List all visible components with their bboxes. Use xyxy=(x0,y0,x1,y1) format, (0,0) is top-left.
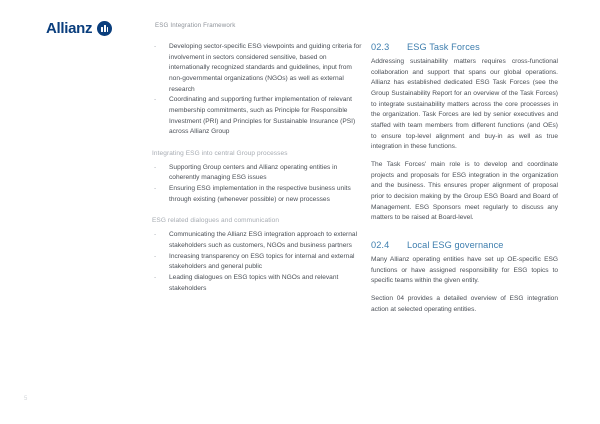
allianz-circle-logo-icon xyxy=(97,21,112,36)
allianz-logo xyxy=(46,21,112,36)
list-item-text: Communicating the Allianz ESG integration approach to external stakeholders such as customers, NGOs and business partners xyxy=(169,231,358,249)
section-title: Local ESG governance xyxy=(407,240,504,251)
allianz-wordmark: Allianz xyxy=(46,20,93,37)
section-local-esg-governance xyxy=(371,240,558,315)
left-content-column xyxy=(152,42,364,294)
section-number: 02.4 xyxy=(371,240,390,251)
list-item xyxy=(152,230,364,251)
subheading-integrating-esg: Integrating ESG into central Group processes xyxy=(152,150,288,158)
list-item-text: Ensuring ESG implementation in the respective business units through existing (whenever possible) or new processes xyxy=(169,185,351,203)
bullet-dash-icon: - xyxy=(154,96,157,104)
list-item xyxy=(152,184,364,205)
list-item-text: Coordinating and supporting further implementation of relevant membership commitments, such as Principle for Responsible Investment (PRI) and Principles for Sustainable Insurance (PSI) across Allianz Group xyxy=(169,96,356,136)
bullet-list-esg-dialogues xyxy=(152,230,364,294)
paragraph: Many Allianz operating entities have set up OE-specific ESG functions or have assigned responsibility for ESG topics to specific teams within the given entity. xyxy=(371,256,558,285)
list-item xyxy=(152,95,364,138)
section-heading xyxy=(371,240,558,250)
bullet-dash-icon: - xyxy=(154,163,157,171)
list-item-text: Leading dialogues on ESG topics with NGOs and relevant stakeholders xyxy=(169,273,339,292)
section-esg-task-forces xyxy=(371,42,558,224)
section-heading xyxy=(371,42,558,52)
section-title: ESG Task Forces xyxy=(407,42,480,52)
continued-bullet-list xyxy=(152,42,364,138)
list-item-text: Developing sector-specific ESG viewpoints and guiding criteria for involvement in sectors considered sensitive, based on internationally recognized standards and guidelines, input from non-governmental organizations (NGOs) as well as external research xyxy=(169,43,362,93)
list-item-text: Increasing transparency on ESG topics for internal and external stakeholders and general public xyxy=(169,252,355,271)
bullet-dash-icon: - xyxy=(154,252,157,260)
bullet-dash-icon: - xyxy=(154,231,157,239)
section-number: 02.3 xyxy=(371,42,390,52)
bullet-dash-icon: - xyxy=(154,43,157,50)
page-number: 5 xyxy=(24,396,28,402)
right-content-column xyxy=(371,42,558,315)
paragraph: The Task Forces' main role is to develop and coordinate projects and proposals for ESG integration in the organization and the business. This ensures proper alignment of proposal prior to decision making by the Group ESG Board and Board of Management. ESG Sponsors meet regularly to discuss any matters to be raised at Board-level. xyxy=(371,161,558,222)
list-item-text: Supporting Group centers and Allianz operating entities in coherently managing ESG issues xyxy=(169,163,338,182)
list-item xyxy=(152,42,364,95)
list-item xyxy=(152,163,364,184)
document-title: ESG Integration Framework xyxy=(155,22,236,29)
bullet-list-integrating-esg xyxy=(152,163,364,206)
subheading-esg-dialogues: ESG related dialogues and communication xyxy=(152,217,280,225)
list-item xyxy=(152,252,364,273)
bullet-dash-icon: - xyxy=(154,273,157,281)
paragraph: Addressing sustainability matters requires cross-functional collaboration and support that spans our global operations. Allianz has established dedicated ESG Task Forces (see the Group Sustainability Report for an overview of the Task Forces) to integrate sustainability matters across the core processes in the organization. Task Forces are led by senior executives and staffed with team members from different functions (and OEs) to ensure top-level alignment and buy-in as well as true integration in these functions. xyxy=(371,58,558,151)
paragraph: Section 04 provides a detailed overview of ESG integration action at selected operating entities. xyxy=(371,295,558,313)
list-item xyxy=(152,273,364,294)
bullet-dash-icon: - xyxy=(154,185,157,193)
